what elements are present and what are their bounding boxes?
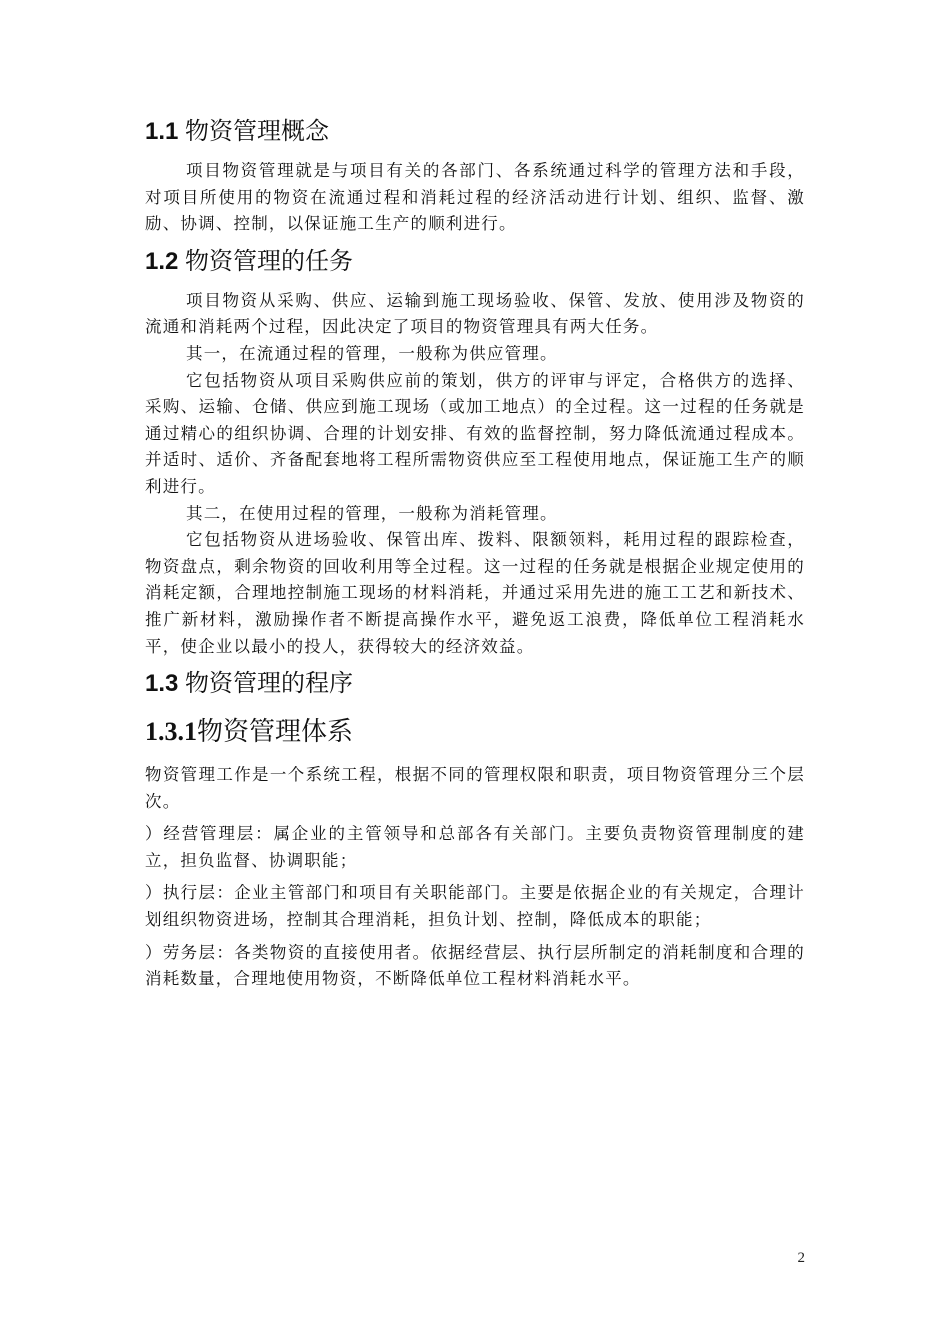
subsection-number: 1.3.1 xyxy=(145,717,197,747)
section-title: 物资管理的程序 xyxy=(185,670,354,698)
section-number: 1.2 xyxy=(145,247,179,275)
list-item: ）劳务层：各类物资的直接使用者。依据经营层、执行层所制定的消耗制度和合理的消耗数量，合理地使用物资，不断降低单位工程材料消耗水平。 xyxy=(145,942,805,989)
section-heading-1-1 xyxy=(145,112,805,152)
list-item: ）经营管理层：属企业的主管领导和总部各有关部门。主要负责物资管理制度的建立，担负监督、协调职能； xyxy=(145,824,805,870)
page-number: 2 xyxy=(797,1250,805,1266)
paragraph: 项目物资管理就是与项目有关的各部门、各系统通过科学的管理方法和手段，对项目所使用的物资在流通过程和消耗过程的经济活动进行计划、组织、监督、激励、协调、控制，以保证施工生产的顺利进行。 xyxy=(145,161,805,234)
paragraph: 其二，在使用过程的管理，一般称为消耗管理。 xyxy=(186,503,558,523)
paragraph: 它包括物资从项目采购供应前的策划，供方的评审与评定，合格供方的选择、采购、运输、仓储、供应到施工现场（或加工地点）的全过程。这一过程的任务就是通过精心的组织协调、合理的计划安排、有效的监督控制，努力降低流通过程成本。并适时、适价、齐备配套地将工程所需物资供应至工程使用地点，保证施工生产的顺利进行。 xyxy=(145,370,805,496)
subsection-heading-1-3-1 xyxy=(145,712,805,752)
paragraph: 它包括物资从进场验收、保管出库、拨料、限额领料，耗用过程的跟踪检查，物资盘点，剩余物资的回收利用等全过程。这一过程的任务就是根据企业规定使用的消耗定额，合理地控制施工现场的材料消耗，并通过采用先进的施工工艺和新技术、推广新材料，激励操作者不断提高操作水平，避免返工浪费，降低单位工程消耗水平，使企业以最小的投人，获得较大的经济效益。 xyxy=(145,530,805,656)
section-heading-1-2 xyxy=(145,242,805,282)
section-number: 1.1 xyxy=(145,118,179,145)
section-title: 物资管理的任务 xyxy=(185,247,354,275)
section-heading-1-3 xyxy=(145,664,805,704)
paragraph: 其一，在流通过程的管理，一般称为供应管理。 xyxy=(186,343,558,363)
paragraph: 物资管理工作是一个系统工程，根据不同的管理权限和职责，项目物资管理分三个层次。 xyxy=(145,765,805,811)
section-title: 物资管理概念 xyxy=(185,118,330,145)
section-number: 1.3 xyxy=(145,670,179,698)
page-content xyxy=(145,112,805,999)
list-item: ）执行层：企业主管部门和项目有关职能部门。主要是依据企业的有关规定，合理计划组织物资进场，控制其合理消耗，担负计划、控制，降低成本的职能； xyxy=(145,883,805,930)
subsection-title: 物资管理体系 xyxy=(197,717,354,747)
paragraph: 项目物资从采购、供应、运输到施工现场验收、保管、发放、使用涉及物资的流通和消耗两个过程，因此决定了项目的物资管理具有两大任务。 xyxy=(145,290,805,337)
